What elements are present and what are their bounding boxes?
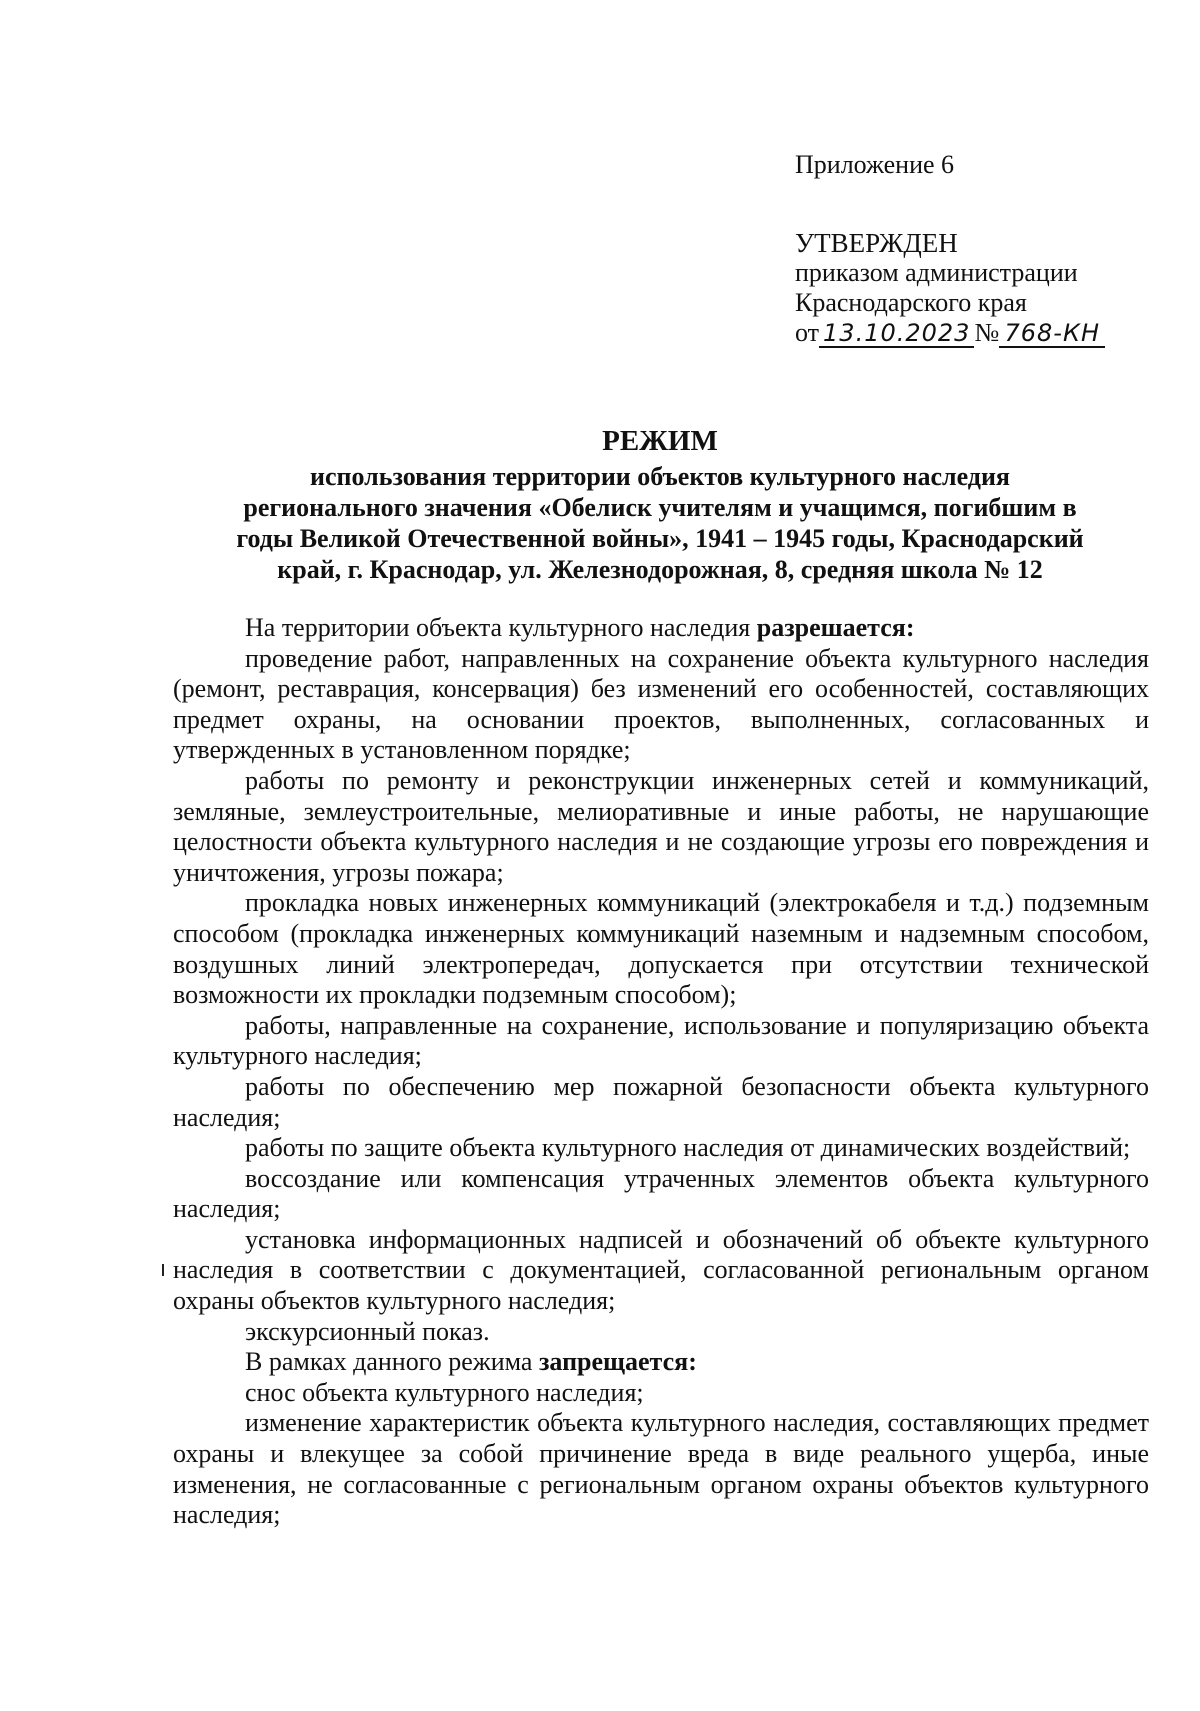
prohibited-intro-text: В рамках данного режима: [245, 1347, 539, 1377]
approval-line-2: Краснодарского края: [795, 288, 1027, 317]
document-title: РЕЖИМ: [602, 425, 718, 457]
prohibited-keyword: запрещается:: [538, 1347, 697, 1377]
prohibited-item: изменение характеристик объекта культурного наследия, составляющих предмет охраны и влекущее за собой причинение вреда в виде реального ущерба, иные изменения, не согласованные с региональным органом охраны объектов культурного наследия;: [173, 1408, 1149, 1530]
subtitle-line: край, г. Краснодар, ул. Железнодорожная, 8, средняя школа № 12: [277, 555, 1043, 584]
handwritten-number: 768-КН: [999, 320, 1105, 348]
allowed-item: работы по защите объекта культурного наследия от динамических воздействий;: [245, 1133, 1131, 1163]
approved-label: УТВЕРЖДЕН: [795, 228, 958, 258]
approval-line-1: приказом администрации: [795, 258, 1078, 287]
document-heading: [170, 423, 1150, 585]
handwritten-date: 13.10.2023: [819, 320, 974, 348]
allowed-item: воссоздание или компенсация утраченных элементов объекта культурного наследия;: [173, 1163, 1149, 1224]
subtitle-line: годы Великой Отечественной войны», 1941 – 1945 годы, Краснодарский: [236, 524, 1084, 553]
subtitle-line: использования территории объектов культурного наследия: [310, 462, 1010, 491]
allowed-item: установка информационных надписей и обозначений об объекте культурного наследия в соответствии с документацией, согласованной региональным органом охраны объектов культурного наследия;: [173, 1224, 1149, 1316]
allowed-item: работы по ремонту и реконструкции инженерных сетей и коммуникаций, земляные, землеустроительные, мелиоративные и иные работы, не нарушающие целостности объекта культурного наследия и не создающие угрозы его повреждения и уничтожения, угрозы пожара;: [173, 765, 1149, 887]
approval-date-line: [795, 318, 1175, 348]
subtitle-line: регионального значения «Обелиск учителям и учащимся, погибшим в: [243, 493, 1077, 522]
allowed-item: проведение работ, направленных на сохранение объекта культурного наследия (ремонт, реставрация, консервация) без изменений его особенностей, составляющих предмет охраны, на основании проектов, выполненных, согласованных и утвержденных в установленном порядке;: [173, 643, 1149, 765]
allowed-item: работы, направленные на сохранение, использование и популяризацию объекта культурного наследия;: [173, 1010, 1149, 1071]
document-body: [173, 613, 1149, 1531]
appendix-label: Приложение 6: [795, 150, 955, 179]
number-label: №: [974, 318, 1000, 347]
approval-block: [795, 150, 1175, 348]
allowed-intro-paragraph: [173, 613, 1149, 644]
allowed-item: экскурсионный показ.: [245, 1316, 490, 1346]
allowed-item: работы по обеспечению мер пожарной безопасности объекта культурного наследия;: [173, 1071, 1149, 1132]
allowed-keyword: разрешается:: [756, 613, 915, 642]
prohibited-intro-paragraph: [173, 1347, 1149, 1378]
from-label: от: [795, 318, 820, 347]
allowed-item: прокладка новых инженерных коммуникаций (электрокабеля и т.д.) подземным способом (прокладка инженерных коммуникаций наземным и надземным способом, воздушных линий электропередач, допускается при отсутствии технической возможности их прокладки подземным способом);: [173, 888, 1149, 1010]
allowed-intro-text: На территории объекта культурного наследия: [245, 613, 757, 642]
scan-artifact-mark: [162, 1264, 164, 1276]
prohibited-item: снос объекта культурного наследия;: [245, 1377, 644, 1407]
